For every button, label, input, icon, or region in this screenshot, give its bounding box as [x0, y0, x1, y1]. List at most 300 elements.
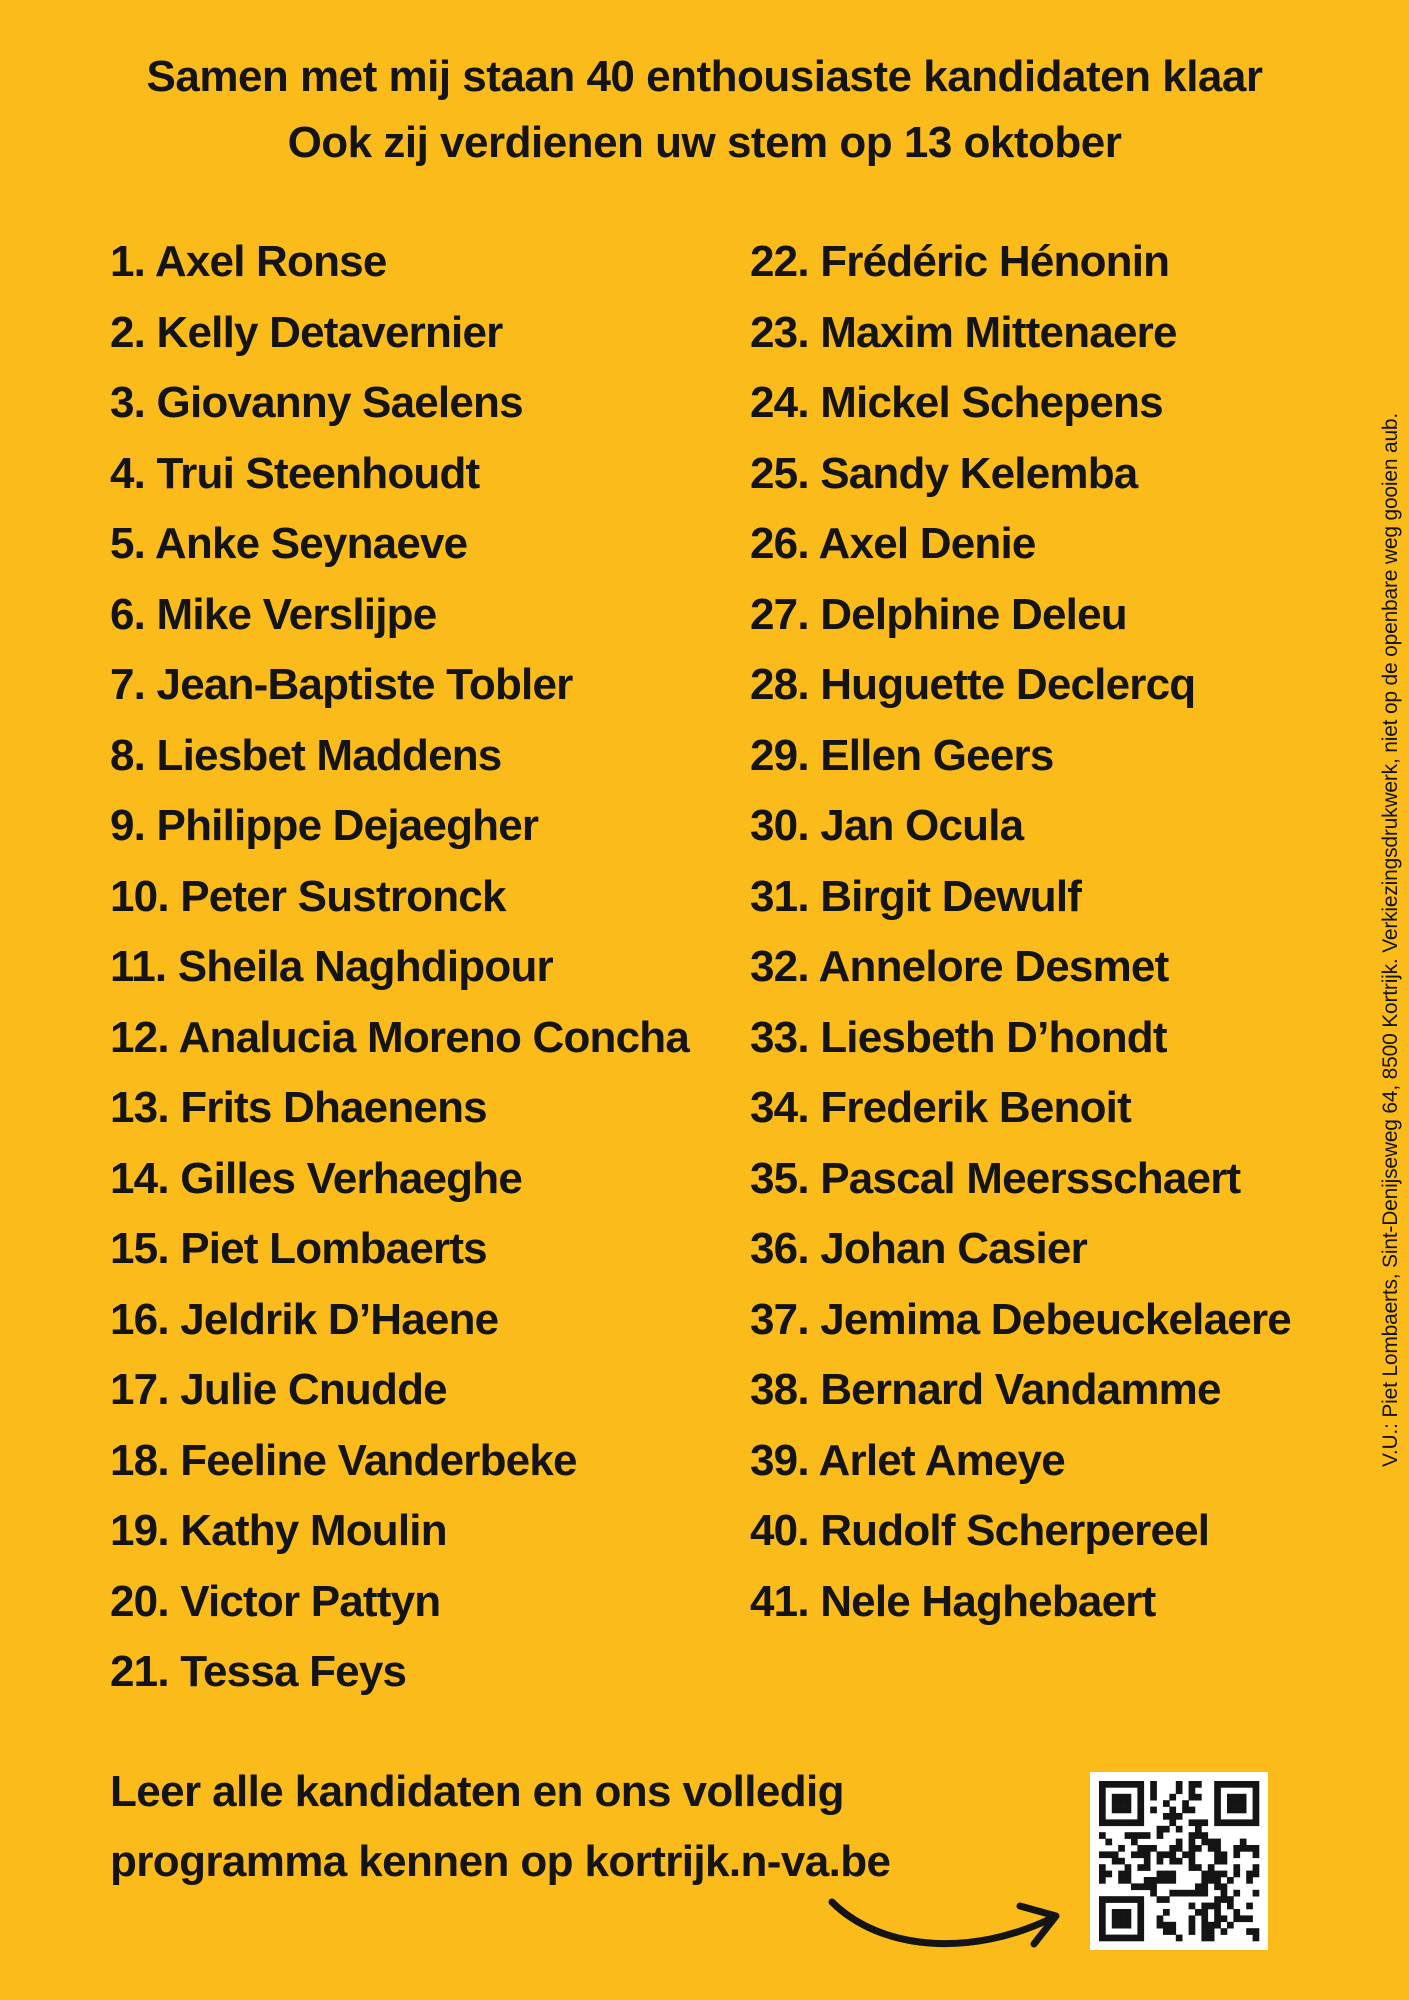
qr-module — [1150, 1794, 1157, 1801]
qr-module — [1169, 1922, 1176, 1929]
qr-module — [1253, 1851, 1260, 1858]
qr-module — [1214, 1909, 1221, 1916]
qr-module — [1112, 1781, 1119, 1788]
qr-module — [1214, 1787, 1221, 1794]
qr-module — [1189, 1864, 1196, 1871]
qr-module — [1099, 1915, 1106, 1922]
qr-module — [1099, 1813, 1106, 1820]
candidate-list-right — [750, 227, 1291, 1637]
qr-module — [1253, 1890, 1260, 1897]
qr-module — [1189, 1794, 1196, 1801]
qr-module — [1112, 1800, 1119, 1807]
qr-module — [1208, 1903, 1215, 1910]
qr-module — [1118, 1909, 1125, 1916]
qr-module — [1214, 1896, 1221, 1903]
qr-module — [1150, 1845, 1157, 1852]
candidate-item: 6. Mike Verslijpe — [110, 589, 437, 639]
qr-module — [1118, 1922, 1125, 1929]
qr-module — [1169, 1794, 1176, 1801]
qr-module — [1240, 1807, 1247, 1814]
qr-module — [1169, 1845, 1176, 1852]
qr-module — [1182, 1890, 1189, 1897]
qr-module — [1163, 1909, 1170, 1916]
qr-module — [1253, 1800, 1260, 1807]
qr-module — [1176, 1826, 1183, 1833]
qr-module — [1131, 1851, 1138, 1858]
qr-module — [1144, 1851, 1151, 1858]
qr-module — [1195, 1832, 1202, 1839]
qr-module — [1099, 1781, 1106, 1788]
footer-line-1: Leer alle kandidaten en ons volledig — [110, 1767, 844, 1816]
qr-module — [1137, 1845, 1144, 1852]
qr-module — [1125, 1877, 1132, 1884]
qr-module — [1240, 1819, 1247, 1826]
qr-module — [1189, 1845, 1196, 1852]
qr-module — [1227, 1807, 1234, 1814]
qr-module — [1176, 1781, 1183, 1788]
qr-module — [1253, 1787, 1260, 1794]
qr-module — [1105, 1819, 1112, 1826]
qr-module — [1099, 1928, 1106, 1935]
qr-module — [1189, 1928, 1196, 1935]
qr-module — [1201, 1832, 1208, 1839]
qr-module — [1105, 1871, 1112, 1878]
qr-module — [1208, 1839, 1215, 1846]
header — [0, 44, 1409, 176]
qr-module — [1137, 1813, 1144, 1820]
qr-module — [1112, 1922, 1119, 1929]
qr-module — [1131, 1883, 1138, 1890]
header-line-2: Ook zij verdienen uw stem op 13 oktober — [287, 118, 1122, 167]
qr-module — [1150, 1877, 1157, 1884]
candidate-list-left — [110, 227, 689, 1708]
qr-module — [1131, 1896, 1138, 1903]
qr-module — [1233, 1871, 1240, 1878]
qr-module — [1189, 1807, 1196, 1814]
qr-module — [1233, 1909, 1240, 1916]
candidate-item: 29. Ellen Geers — [750, 730, 1054, 780]
qr-module — [1157, 1851, 1164, 1858]
qr-module — [1169, 1813, 1176, 1820]
qr-module — [1125, 1871, 1132, 1878]
qr-code-graphic — [1090, 1772, 1268, 1950]
qr-module — [1214, 1781, 1221, 1788]
qr-module — [1195, 1890, 1202, 1897]
qr-module — [1214, 1903, 1221, 1910]
qr-module — [1201, 1915, 1208, 1922]
qr-module — [1118, 1794, 1125, 1801]
qr-module — [1208, 1935, 1215, 1942]
qr-module — [1233, 1794, 1240, 1801]
qr-module — [1105, 1896, 1112, 1903]
qr-module — [1189, 1819, 1196, 1826]
qr-module — [1163, 1896, 1170, 1903]
qr-module — [1157, 1826, 1164, 1833]
qr-module — [1169, 1871, 1176, 1878]
qr-module — [1227, 1794, 1234, 1801]
qr-module — [1157, 1896, 1164, 1903]
qr-module — [1099, 1832, 1106, 1839]
qr-module — [1246, 1871, 1253, 1878]
qr-module — [1214, 1819, 1221, 1826]
qr-module — [1137, 1794, 1144, 1801]
qr-module — [1176, 1845, 1183, 1852]
candidate-item: 36. Johan Casier — [750, 1224, 1087, 1273]
candidate-item: 28. Huguette Declercq — [750, 660, 1196, 709]
qr-code-icon[interactable] — [1090, 1772, 1268, 1950]
qr-module — [1099, 1935, 1106, 1942]
candidate-item: 18. Feeline Vanderbeke — [110, 1435, 577, 1485]
qr-module — [1253, 1928, 1260, 1935]
qr-module — [1201, 1928, 1208, 1935]
candidate-item: 27. Delphine Deleu — [750, 589, 1127, 639]
footer-line-2: programma kennen op kortrijk.n-va.be — [110, 1837, 891, 1886]
candidate-item: 21. Tessa Feys — [110, 1647, 407, 1696]
qr-module — [1227, 1896, 1234, 1903]
qr-module — [1157, 1858, 1164, 1865]
qr-module — [1137, 1935, 1144, 1942]
qr-module — [1214, 1922, 1221, 1929]
qr-module — [1195, 1794, 1202, 1801]
qr-module — [1201, 1819, 1208, 1826]
qr-module — [1214, 1883, 1221, 1890]
qr-module — [1195, 1826, 1202, 1833]
qr-module — [1099, 1871, 1106, 1878]
candidate-item: 12. Analucia Moreno Concha — [110, 1012, 690, 1062]
qr-module — [1137, 1851, 1144, 1858]
qr-module — [1233, 1915, 1240, 1922]
qr-module — [1233, 1845, 1240, 1852]
qr-module — [1240, 1794, 1247, 1801]
qr-module — [1182, 1851, 1189, 1858]
qr-module — [1144, 1864, 1151, 1871]
qr-module — [1150, 1807, 1157, 1814]
qr-module — [1189, 1903, 1196, 1910]
publisher-note: V.U.: Piet Lombaerts, Sint-Denijseweg 64, 8500 Kortrijk. Verkiezingsdrukwerk, niet op de openbare weg gooien aub. — [1379, 412, 1402, 1468]
qr-module — [1163, 1922, 1170, 1929]
qr-module — [1125, 1896, 1132, 1903]
qr-module — [1157, 1877, 1164, 1884]
qr-module — [1144, 1877, 1151, 1884]
qr-module — [1176, 1858, 1183, 1865]
qr-module — [1182, 1807, 1189, 1814]
candidate-item: 10. Peter Sustronck — [110, 871, 506, 921]
qr-module — [1221, 1928, 1228, 1935]
qr-module — [1125, 1794, 1132, 1801]
qr-module — [1112, 1851, 1119, 1858]
qr-module — [1118, 1819, 1125, 1826]
qr-module — [1208, 1922, 1215, 1929]
candidate-item: 11. Sheila Naghdipour — [110, 942, 553, 991]
qr-module — [1099, 1877, 1106, 1884]
qr-module — [1195, 1864, 1202, 1871]
candidate-item: 4. Trui Steenhoudt — [110, 448, 480, 498]
candidate-item: 22. Frédéric Hénonin — [750, 237, 1170, 286]
qr-module — [1163, 1813, 1170, 1820]
qr-module — [1208, 1845, 1215, 1852]
qr-module — [1099, 1903, 1106, 1910]
qr-module — [1105, 1935, 1112, 1942]
qr-module — [1105, 1851, 1112, 1858]
qr-module — [1112, 1909, 1119, 1916]
qr-module — [1253, 1845, 1260, 1852]
qr-module — [1201, 1922, 1208, 1929]
qr-module — [1112, 1935, 1119, 1942]
qr-module — [1227, 1903, 1234, 1910]
qr-module — [1195, 1883, 1202, 1890]
qr-module — [1189, 1890, 1196, 1897]
qr-module — [1214, 1877, 1221, 1884]
qr-module — [1125, 1800, 1132, 1807]
qr-module — [1233, 1807, 1240, 1814]
qr-module — [1112, 1858, 1119, 1865]
header-line-1: Samen met mij staan 40 enthousiaste kandidaten klaar — [146, 52, 1263, 101]
qr-module — [1118, 1877, 1125, 1884]
qr-module — [1137, 1807, 1144, 1814]
qr-module — [1253, 1871, 1260, 1878]
qr-module — [1112, 1896, 1119, 1903]
qr-module — [1182, 1800, 1189, 1807]
qr-module — [1201, 1871, 1208, 1878]
qr-module — [1253, 1935, 1260, 1942]
candidate-item: 3. Giovanny Saelens — [110, 378, 523, 427]
candidate-item: 24. Mickel Schepens — [750, 378, 1163, 427]
qr-module — [1169, 1928, 1176, 1935]
qr-module — [1233, 1851, 1240, 1858]
qr-module — [1112, 1915, 1119, 1922]
qr-module — [1150, 1781, 1157, 1788]
candidate-item: 37. Jemima Debeuckelaere — [750, 1294, 1291, 1344]
qr-module — [1233, 1819, 1240, 1826]
qr-module — [1137, 1922, 1144, 1929]
qr-module — [1195, 1845, 1202, 1852]
qr-module — [1240, 1845, 1247, 1852]
qr-module — [1221, 1858, 1228, 1865]
qr-module — [1189, 1787, 1196, 1794]
qr-module — [1131, 1819, 1138, 1826]
qr-module — [1144, 1858, 1151, 1865]
qr-module — [1208, 1864, 1215, 1871]
qr-module — [1137, 1909, 1144, 1916]
qr-module — [1099, 1794, 1106, 1801]
qr-module — [1137, 1864, 1144, 1871]
qr-module — [1233, 1864, 1240, 1871]
qr-module — [1163, 1877, 1170, 1884]
qr-module — [1099, 1896, 1106, 1903]
qr-module — [1150, 1883, 1157, 1890]
qr-module — [1137, 1903, 1144, 1910]
candidate-item: 25. Sandy Kelemba — [750, 448, 1138, 498]
qr-module — [1253, 1819, 1260, 1826]
qr-module — [1099, 1819, 1106, 1826]
qr-module — [1137, 1800, 1144, 1807]
qr-module — [1157, 1871, 1164, 1878]
candidate-item: 31. Birgit Dewulf — [750, 871, 1082, 921]
qr-module — [1131, 1839, 1138, 1846]
qr-module — [1221, 1883, 1228, 1890]
candidate-item: 23. Maxim Mittenaere — [750, 307, 1177, 357]
qr-module — [1246, 1819, 1253, 1826]
qr-module — [1163, 1871, 1170, 1878]
candidate-item: 17. Julie Cnudde — [110, 1365, 447, 1414]
candidate-item: 7. Jean-Baptiste Tobler — [110, 660, 573, 709]
qr-module — [1246, 1781, 1253, 1788]
qr-module — [1214, 1794, 1221, 1801]
qr-module — [1137, 1819, 1144, 1826]
qr-module — [1150, 1890, 1157, 1897]
qr-module — [1246, 1903, 1253, 1910]
qr-module — [1118, 1807, 1125, 1814]
candidate-item: 30. Jan Ocula — [750, 801, 1024, 850]
candidate-item: 41. Nele Haghebaert — [750, 1576, 1156, 1626]
candidate-item: 20. Victor Pattyn — [110, 1576, 441, 1626]
qr-module — [1137, 1896, 1144, 1903]
candidate-item: 9. Philippe Dejaegher — [110, 801, 539, 850]
qr-module — [1105, 1839, 1112, 1846]
qr-module — [1144, 1832, 1151, 1839]
qr-module — [1137, 1928, 1144, 1935]
footer — [110, 1757, 890, 1897]
qr-module — [1214, 1858, 1221, 1865]
qr-module — [1118, 1871, 1125, 1878]
candidate-item: 5. Anke Seynaeve — [110, 519, 468, 568]
qr-module — [1125, 1935, 1132, 1942]
qr-module — [1214, 1839, 1221, 1846]
qr-module — [1099, 1800, 1106, 1807]
qr-module — [1131, 1832, 1138, 1839]
qr-module — [1157, 1922, 1164, 1929]
candidate-item: 35. Pascal Meersschaert — [750, 1153, 1241, 1203]
qr-module — [1137, 1787, 1144, 1794]
qr-module — [1137, 1915, 1144, 1922]
qr-module — [1240, 1915, 1247, 1922]
qr-module — [1246, 1877, 1253, 1884]
qr-module — [1137, 1883, 1144, 1890]
qr-module — [1176, 1813, 1183, 1820]
qr-module — [1176, 1839, 1183, 1846]
qr-module — [1189, 1922, 1196, 1929]
qr-module — [1125, 1915, 1132, 1922]
qr-module — [1144, 1883, 1151, 1890]
qr-module — [1169, 1890, 1176, 1897]
qr-module — [1246, 1915, 1253, 1922]
qr-module — [1227, 1819, 1234, 1826]
qr-module — [1099, 1864, 1106, 1871]
qr-module — [1112, 1807, 1119, 1814]
qr-module — [1201, 1839, 1208, 1846]
candidate-item: 1. Axel Ronse — [110, 237, 387, 286]
qr-module — [1221, 1871, 1228, 1878]
qr-module — [1201, 1909, 1208, 1916]
qr-module — [1125, 1909, 1132, 1916]
qr-module — [1169, 1807, 1176, 1814]
qr-module — [1118, 1915, 1125, 1922]
qr-module — [1214, 1851, 1221, 1858]
qr-module — [1131, 1781, 1138, 1788]
qr-module — [1169, 1858, 1176, 1865]
candidate-item: 14. Gilles Verhaeghe — [110, 1153, 523, 1203]
qr-module — [1189, 1851, 1196, 1858]
qr-module — [1125, 1807, 1132, 1814]
qr-module — [1118, 1781, 1125, 1788]
qr-module — [1176, 1935, 1183, 1942]
qr-module — [1176, 1890, 1183, 1897]
qr-module — [1214, 1915, 1221, 1922]
qr-module — [1118, 1896, 1125, 1903]
qr-module — [1137, 1781, 1144, 1788]
qr-module — [1233, 1890, 1240, 1897]
qr-module — [1214, 1800, 1221, 1807]
qr-module — [1253, 1864, 1260, 1871]
qr-module — [1125, 1922, 1132, 1929]
qr-module — [1189, 1832, 1196, 1839]
qr-module — [1112, 1819, 1119, 1826]
qr-module — [1201, 1890, 1208, 1897]
qr-module — [1157, 1915, 1164, 1922]
qr-module — [1233, 1781, 1240, 1788]
qr-module — [1163, 1826, 1170, 1833]
candidate-item: 33. Liesbeth D’hondt — [750, 1012, 1167, 1062]
qr-module — [1201, 1935, 1208, 1942]
qr-module — [1253, 1813, 1260, 1820]
qr-module — [1221, 1781, 1228, 1788]
qr-module — [1240, 1839, 1247, 1846]
qr-module — [1125, 1864, 1132, 1871]
qr-module — [1208, 1928, 1215, 1935]
qr-module — [1099, 1909, 1106, 1916]
qr-module — [1099, 1851, 1106, 1858]
candidate-item: 8. Liesbet Maddens — [110, 730, 502, 780]
qr-module — [1189, 1839, 1196, 1846]
candidate-item: 34. Frederik Benoit — [750, 1083, 1131, 1132]
qr-module — [1246, 1845, 1253, 1852]
qr-module — [1214, 1845, 1221, 1852]
qr-module — [1240, 1800, 1247, 1807]
qr-module — [1189, 1858, 1196, 1865]
qr-module — [1118, 1845, 1125, 1852]
qr-module — [1163, 1800, 1170, 1807]
qr-module — [1233, 1800, 1240, 1807]
qr-module — [1195, 1781, 1202, 1788]
qr-module — [1163, 1851, 1170, 1858]
qr-module — [1169, 1877, 1176, 1884]
qr-module — [1221, 1890, 1228, 1897]
qr-module — [1105, 1781, 1112, 1788]
qr-module — [1208, 1871, 1215, 1878]
qr-module — [1208, 1877, 1215, 1884]
qr-module — [1221, 1851, 1228, 1858]
qr-module — [1221, 1896, 1228, 1903]
qr-module — [1253, 1794, 1260, 1801]
qr-module — [1137, 1832, 1144, 1839]
qr-module — [1253, 1807, 1260, 1814]
qr-module — [1189, 1781, 1196, 1788]
qr-module — [1227, 1781, 1234, 1788]
candidate-item: 40. Rudolf Scherpereel — [750, 1506, 1210, 1555]
qr-module — [1195, 1909, 1202, 1916]
qr-module — [1201, 1883, 1208, 1890]
qr-module — [1201, 1903, 1208, 1910]
qr-module — [1118, 1800, 1125, 1807]
qr-module — [1201, 1877, 1208, 1884]
qr-module — [1227, 1877, 1234, 1884]
candidate-item: 13. Frits Dhaenens — [110, 1083, 487, 1132]
qr-module — [1163, 1928, 1170, 1935]
qr-module — [1099, 1922, 1106, 1929]
curved-arrow-right-icon — [820, 1880, 1070, 1960]
candidate-item: 39. Arlet Ameye — [750, 1435, 1065, 1485]
qr-module — [1157, 1832, 1164, 1839]
